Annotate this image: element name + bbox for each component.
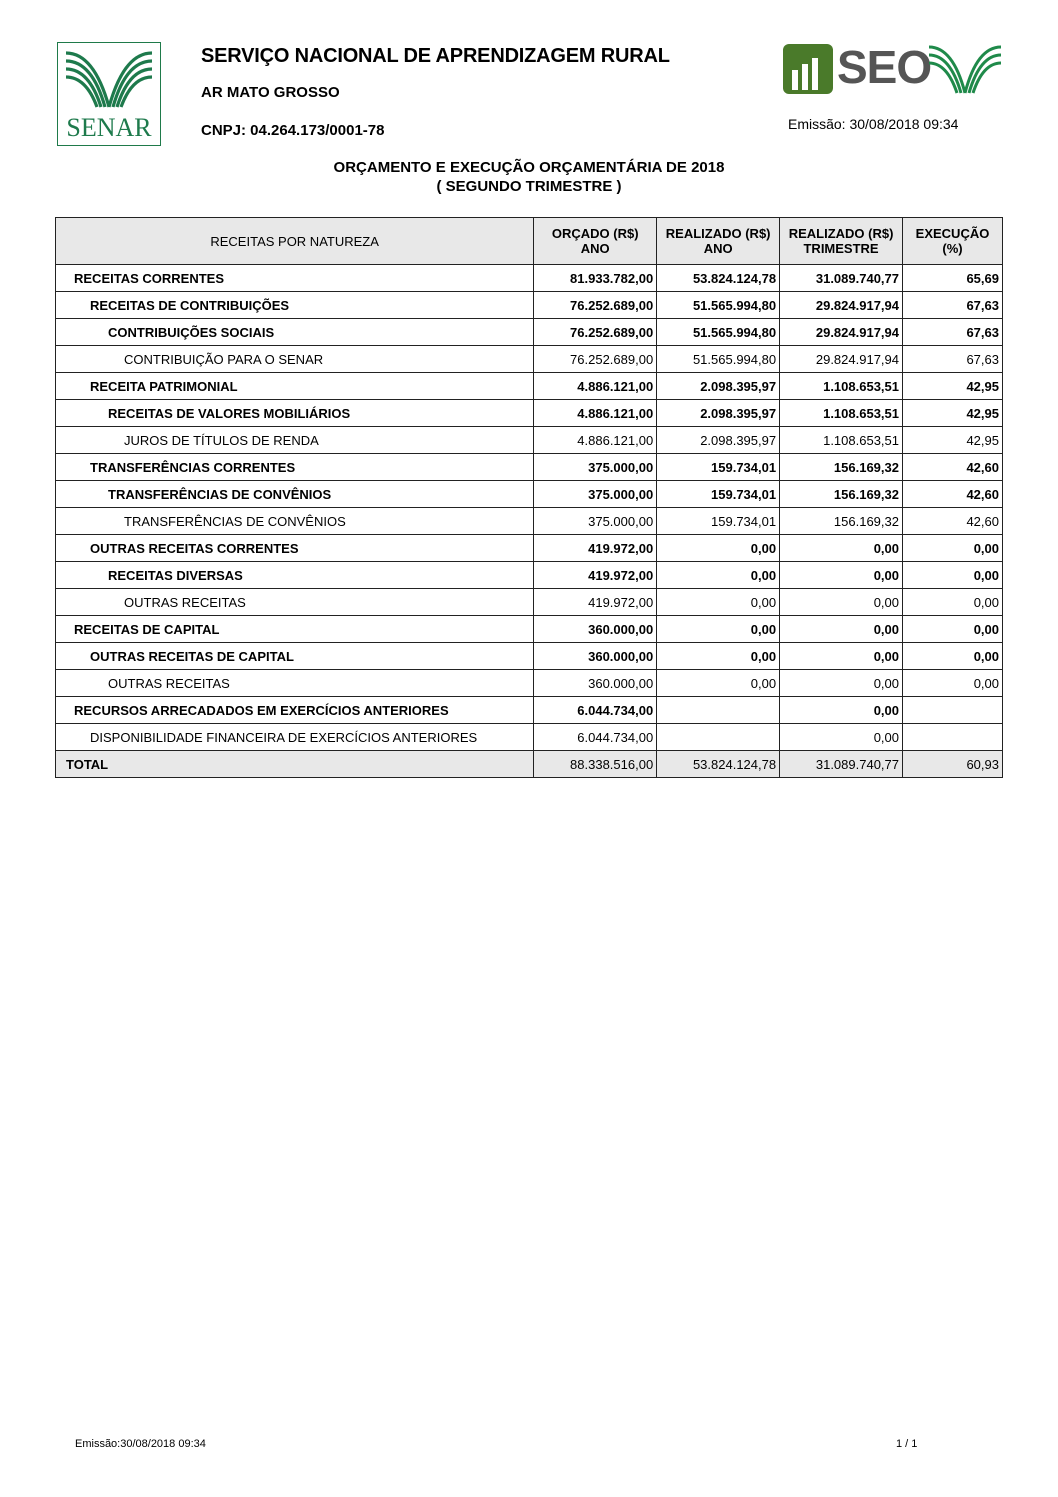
row-label: OUTRAS RECEITAS CORRENTES bbox=[56, 535, 534, 562]
footer-page-number: 1 / 1 bbox=[896, 1438, 918, 1450]
cell-execucao: 42,95 bbox=[903, 373, 1003, 400]
row-label: TRANSFERÊNCIAS DE CONVÊNIOS bbox=[56, 481, 534, 508]
column-header-natureza: RECEITAS POR NATUREZA bbox=[56, 218, 534, 265]
cell-execucao: 42,95 bbox=[903, 400, 1003, 427]
table-row bbox=[56, 292, 1003, 319]
cell-orcado: 76.252.689,00 bbox=[534, 292, 657, 319]
table-row bbox=[56, 562, 1003, 589]
cell-realizado-ano bbox=[657, 724, 780, 751]
cell-execucao: 65,69 bbox=[903, 265, 1003, 292]
cell-execucao: 67,63 bbox=[903, 346, 1003, 373]
cell-realizado-trimestre: 0,00 bbox=[780, 697, 903, 724]
table-row bbox=[56, 400, 1003, 427]
cell-execucao bbox=[903, 697, 1003, 724]
senar-logo bbox=[57, 42, 161, 146]
cell-realizado-ano: 2.098.395,97 bbox=[657, 427, 780, 454]
cell-realizado-trimestre: 156.169,32 bbox=[780, 454, 903, 481]
total-orcado: 88.338.516,00 bbox=[534, 751, 657, 778]
row-label: RECEITAS CORRENTES bbox=[56, 265, 534, 292]
cell-execucao: 67,63 bbox=[903, 319, 1003, 346]
cell-execucao: 0,00 bbox=[903, 670, 1003, 697]
cell-orcado: 76.252.689,00 bbox=[534, 319, 657, 346]
table-row bbox=[56, 697, 1003, 724]
document-title-line1: ORÇAMENTO E EXECUÇÃO ORÇAMENTÁRIA DE 2018 bbox=[333, 159, 725, 176]
table-total-row bbox=[56, 751, 1003, 778]
cell-realizado-trimestre: 0,00 bbox=[780, 535, 903, 562]
total-label: TOTAL bbox=[56, 751, 534, 778]
cell-execucao: 0,00 bbox=[903, 535, 1003, 562]
cell-realizado-ano: 51.565.994,80 bbox=[657, 319, 780, 346]
cell-realizado-trimestre: 1.108.653,51 bbox=[780, 400, 903, 427]
column-header-realizado-ano: REALIZADO (R$) ANO bbox=[657, 218, 780, 265]
cell-realizado-ano: 0,00 bbox=[657, 643, 780, 670]
table-row bbox=[56, 589, 1003, 616]
table-row bbox=[56, 616, 1003, 643]
table-row bbox=[56, 535, 1003, 562]
column-header-execucao: EXECUÇÃO (%) bbox=[903, 218, 1003, 265]
row-label: OUTRAS RECEITAS bbox=[56, 670, 534, 697]
cell-realizado-ano: 0,00 bbox=[657, 589, 780, 616]
seo-logo bbox=[783, 43, 1003, 95]
senar-leaf-icon bbox=[64, 47, 154, 113]
table-row bbox=[56, 643, 1003, 670]
seo-logo-text: SEO bbox=[837, 41, 932, 93]
cell-realizado-trimestre: 0,00 bbox=[780, 589, 903, 616]
senar-logo-text: SENAR bbox=[66, 113, 152, 142]
cell-execucao: 0,00 bbox=[903, 643, 1003, 670]
row-label: RECEITA PATRIMONIAL bbox=[56, 373, 534, 400]
organization-title: SERVIÇO NACIONAL DE APRENDIZAGEM RURAL bbox=[201, 45, 670, 67]
cell-realizado-trimestre: 1.108.653,51 bbox=[780, 373, 903, 400]
total-execucao: 60,93 bbox=[903, 751, 1003, 778]
cell-orcado: 419.972,00 bbox=[534, 589, 657, 616]
cell-realizado-ano: 159.734,01 bbox=[657, 454, 780, 481]
cell-execucao: 0,00 bbox=[903, 589, 1003, 616]
cell-execucao bbox=[903, 724, 1003, 751]
cell-realizado-ano: 51.565.994,80 bbox=[657, 346, 780, 373]
table-row bbox=[56, 265, 1003, 292]
cell-realizado-ano bbox=[657, 697, 780, 724]
cell-orcado: 6.044.734,00 bbox=[534, 724, 657, 751]
cell-execucao: 42,95 bbox=[903, 427, 1003, 454]
cell-realizado-ano: 0,00 bbox=[657, 670, 780, 697]
row-label: TRANSFERÊNCIAS DE CONVÊNIOS bbox=[56, 508, 534, 535]
table-row bbox=[56, 670, 1003, 697]
cell-orcado: 4.886.121,00 bbox=[534, 427, 657, 454]
cell-orcado: 419.972,00 bbox=[534, 535, 657, 562]
cell-realizado-trimestre: 29.824.917,94 bbox=[780, 346, 903, 373]
cell-realizado-trimestre: 0,00 bbox=[780, 670, 903, 697]
total-realizado-trimestre: 31.089.740,77 bbox=[780, 751, 903, 778]
cell-realizado-ano: 2.098.395,97 bbox=[657, 400, 780, 427]
table-row bbox=[56, 427, 1003, 454]
row-label: CONTRIBUIÇÕES SOCIAIS bbox=[56, 319, 534, 346]
row-label: DISPONIBILIDADE FINANCEIRA DE EXERCÍCIOS ANTERIORES bbox=[56, 724, 534, 751]
cell-realizado-trimestre: 156.169,32 bbox=[780, 481, 903, 508]
cell-realizado-trimestre: 31.089.740,77 bbox=[780, 265, 903, 292]
budget-table bbox=[55, 217, 1003, 778]
table-row bbox=[56, 373, 1003, 400]
column-header-realizado-trimestre: REALIZADO (R$) TRIMESTRE bbox=[780, 218, 903, 265]
row-label: RECURSOS ARRECADADOS EM EXERCÍCIOS ANTERIORES bbox=[56, 697, 534, 724]
cell-orcado: 360.000,00 bbox=[534, 670, 657, 697]
cell-realizado-ano: 159.734,01 bbox=[657, 481, 780, 508]
cell-execucao: 42,60 bbox=[903, 481, 1003, 508]
cell-orcado: 81.933.782,00 bbox=[534, 265, 657, 292]
cell-orcado: 375.000,00 bbox=[534, 481, 657, 508]
footer-emission-date: Emissão:30/08/2018 09:34 bbox=[75, 1438, 206, 1450]
cell-realizado-ano: 2.098.395,97 bbox=[657, 373, 780, 400]
row-label: JUROS DE TÍTULOS DE RENDA bbox=[56, 427, 534, 454]
document-title-line2: ( SEGUNDO TRIMESTRE ) bbox=[436, 178, 622, 195]
cell-realizado-ano: 0,00 bbox=[657, 616, 780, 643]
cell-realizado-trimestre: 0,00 bbox=[780, 643, 903, 670]
cell-orcado: 375.000,00 bbox=[534, 454, 657, 481]
table-row bbox=[56, 508, 1003, 535]
cell-realizado-trimestre: 0,00 bbox=[780, 724, 903, 751]
cell-orcado: 375.000,00 bbox=[534, 508, 657, 535]
row-label: OUTRAS RECEITAS bbox=[56, 589, 534, 616]
row-label: RECEITAS DE CONTRIBUIÇÕES bbox=[56, 292, 534, 319]
organization-subtitle: AR MATO GROSSO bbox=[201, 84, 340, 101]
cell-execucao: 0,00 bbox=[903, 562, 1003, 589]
cell-realizado-trimestre: 0,00 bbox=[780, 562, 903, 589]
seo-leaf-icon bbox=[927, 43, 1003, 95]
row-label: OUTRAS RECEITAS DE CAPITAL bbox=[56, 643, 534, 670]
cell-execucao: 0,00 bbox=[903, 616, 1003, 643]
table-row bbox=[56, 454, 1003, 481]
emission-date: Emissão: 30/08/2018 09:34 bbox=[788, 116, 959, 132]
cell-orcado: 4.886.121,00 bbox=[534, 373, 657, 400]
row-label: RECEITAS DIVERSAS bbox=[56, 562, 534, 589]
table-row bbox=[56, 481, 1003, 508]
cell-realizado-ano: 0,00 bbox=[657, 562, 780, 589]
cell-orcado: 360.000,00 bbox=[534, 643, 657, 670]
cell-realizado-trimestre: 29.824.917,94 bbox=[780, 319, 903, 346]
organization-cnpj: CNPJ: 04.264.173/0001-78 bbox=[201, 122, 385, 139]
table-header-row bbox=[56, 218, 1003, 265]
cell-orcado: 76.252.689,00 bbox=[534, 346, 657, 373]
row-label: CONTRIBUIÇÃO PARA O SENAR bbox=[56, 346, 534, 373]
cell-realizado-ano: 53.824.124,78 bbox=[657, 265, 780, 292]
cell-realizado-ano: 51.565.994,80 bbox=[657, 292, 780, 319]
cell-orcado: 360.000,00 bbox=[534, 616, 657, 643]
table-body bbox=[56, 265, 1003, 751]
table-row bbox=[56, 346, 1003, 373]
table-row bbox=[56, 724, 1003, 751]
cell-realizado-ano: 159.734,01 bbox=[657, 508, 780, 535]
column-header-orcado: ORÇADO (R$) ANO bbox=[534, 218, 657, 265]
cell-realizado-trimestre: 1.108.653,51 bbox=[780, 427, 903, 454]
cell-execucao: 42,60 bbox=[903, 454, 1003, 481]
cell-realizado-trimestre: 0,00 bbox=[780, 616, 903, 643]
total-realizado-ano: 53.824.124,78 bbox=[657, 751, 780, 778]
row-label: TRANSFERÊNCIAS CORRENTES bbox=[56, 454, 534, 481]
cell-execucao: 42,60 bbox=[903, 508, 1003, 535]
cell-realizado-trimestre: 156.169,32 bbox=[780, 508, 903, 535]
table-row bbox=[56, 319, 1003, 346]
cell-execucao: 67,63 bbox=[903, 292, 1003, 319]
cell-realizado-trimestre: 29.824.917,94 bbox=[780, 292, 903, 319]
row-label: RECEITAS DE VALORES MOBILIÁRIOS bbox=[56, 400, 534, 427]
seo-chart-icon bbox=[783, 44, 833, 94]
row-label: RECEITAS DE CAPITAL bbox=[56, 616, 534, 643]
document-title bbox=[0, 158, 1058, 196]
cell-orcado: 419.972,00 bbox=[534, 562, 657, 589]
cell-orcado: 4.886.121,00 bbox=[534, 400, 657, 427]
cell-realizado-ano: 0,00 bbox=[657, 535, 780, 562]
cell-orcado: 6.044.734,00 bbox=[534, 697, 657, 724]
